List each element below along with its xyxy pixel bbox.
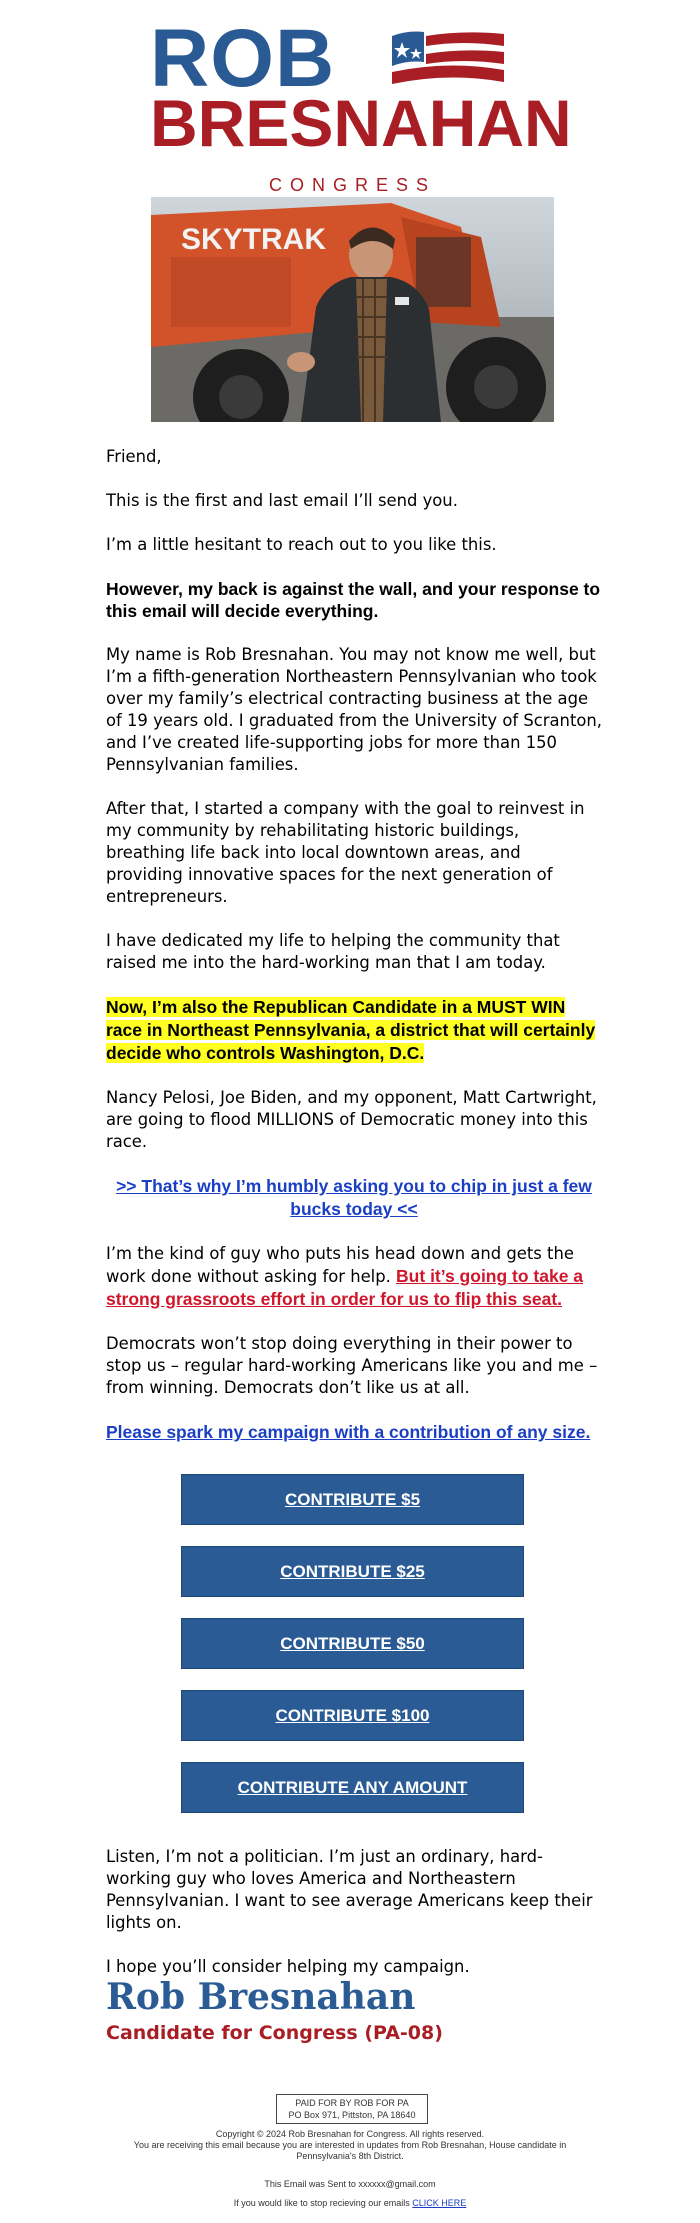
receiving-notice: You are receiving this email because you are interested in updates from Rob Bresnahan, House candidate in Pennsylvania's 8th District. [133,2140,567,2161]
greeting: Friend, [106,447,162,466]
paragraph: This is the first and last email I’ll send you. [106,491,458,510]
email-content [106,446,602,1466]
paragraph: After that, I started a company with the goal to reinvest in my community by rehabilitating historic buildings, breathing life back into local downtown areas, and providing innovative spaces for the next generation of entrepreneurs. [106,799,585,906]
candidate-photo-illustration [151,197,554,422]
candidate-photo [151,197,554,422]
donate-link-paragraph [106,1421,602,1444]
contribute-100-button[interactable]: CONTRIBUTE $100 [181,1690,524,1741]
contribute-5-button[interactable]: CONTRIBUTE $5 [181,1474,524,1525]
logo-last-name: BRESNAHAN [150,86,572,160]
contribution-buttons [181,1474,524,1834]
contribute-50-button[interactable]: CONTRIBUTE $50 [181,1618,524,1669]
donate-link-grassroots[interactable]: But it’s going to take a strong grassroots effort in order for us to flip this seat. [106,1266,584,1309]
paragraph: Nancy Pelosi, Joe Biden, and my opponent, Matt Cartwright, are going to flood MILLIONS of Democratic money into this race. [106,1088,597,1151]
paragraph: I have dedicated my life to helping the community that raised me into the hard-working man that I am today. [106,931,560,972]
copyright-text: Copyright © 2024 Rob Bresnahan for Congress. All rights reserved. [215,2129,485,2139]
highlight-paragraph [106,996,602,1065]
donate-link-spark[interactable]: Please spark my campaign with a contribution of any size. [106,1422,591,1442]
logo-subtitle: CONGRESS [268,175,437,195]
donate-link-paragraph [106,1175,602,1221]
sent-to-notice: This Email was Sent to xxxxxx@gmail.com [264,2179,436,2189]
paragraph: My name is Rob Bresnahan. You may not know me well, but I’m a fifth-generation Northeastern Pennsylvanian who took over my family’s electrical contracting business at the age of 19 years old. I graduated from the University of Scranton, and I’ve created life-supporting jobs for more than 150 Pennsylvanian families. [106,645,602,774]
paid-for-box [276,2094,428,2124]
unsubscribe-text: If you would like to stop recieving our emails [233,2198,413,2208]
unsubscribe-line [130,2198,570,2209]
campaign-logo [150,13,572,195]
paragraph: I’m a little hesitant to reach out to you like this. [106,535,497,554]
bold-paragraph: However, my back is against the wall, and your response to this email will decide everything. [106,579,601,621]
unsubscribe-link[interactable]: CLICK HERE [412,2198,467,2208]
paid-for-line: PAID FOR BY ROB FOR PA [295,2098,409,2108]
highlighted-text: Now, I’m also the Republican Candidate in a MUST WIN race in Northeast Pennsylvania, a district that will certainly decide who controls Washington, D.C. [106,997,596,1063]
paid-for-address: PO Box 971, Pittston, PA 18640 [288,2110,416,2120]
paragraph: I hope you’ll consider helping my campaign. [106,1957,470,1976]
logo-first-name: ROB [150,13,336,104]
donate-link-chip-in[interactable]: >> That’s why I’m humbly asking you to chip in just a few bucks today << [116,1176,592,1219]
signature-name: Rob Bresnahan [106,1976,416,2018]
paragraph: Listen, I’m not a politician. I’m just an ordinary, hard-working guy who loves America and Northeastern Pennsylvanian. I want to see average Americans keep their lights on. [106,1847,593,1932]
signature-title: Candidate for Congress (PA-08) [106,2022,443,2044]
photo-sign-text: SKYTRAK [181,223,327,256]
paragraph-with-link [106,1243,602,1311]
contribute-25-button[interactable]: CONTRIBUTE $25 [181,1546,524,1597]
paragraph: Democrats won’t stop doing everything in their power to stop us – regular hard-working Americans like you and me – from winning. Democrats don’t like us at all. [106,1334,598,1397]
contribute-any-amount-button[interactable]: CONTRIBUTE ANY AMOUNT [181,1762,524,1813]
paragraph-text: I’m the kind of guy who puts his head down and gets the work done without asking for help. [106,1244,574,1286]
